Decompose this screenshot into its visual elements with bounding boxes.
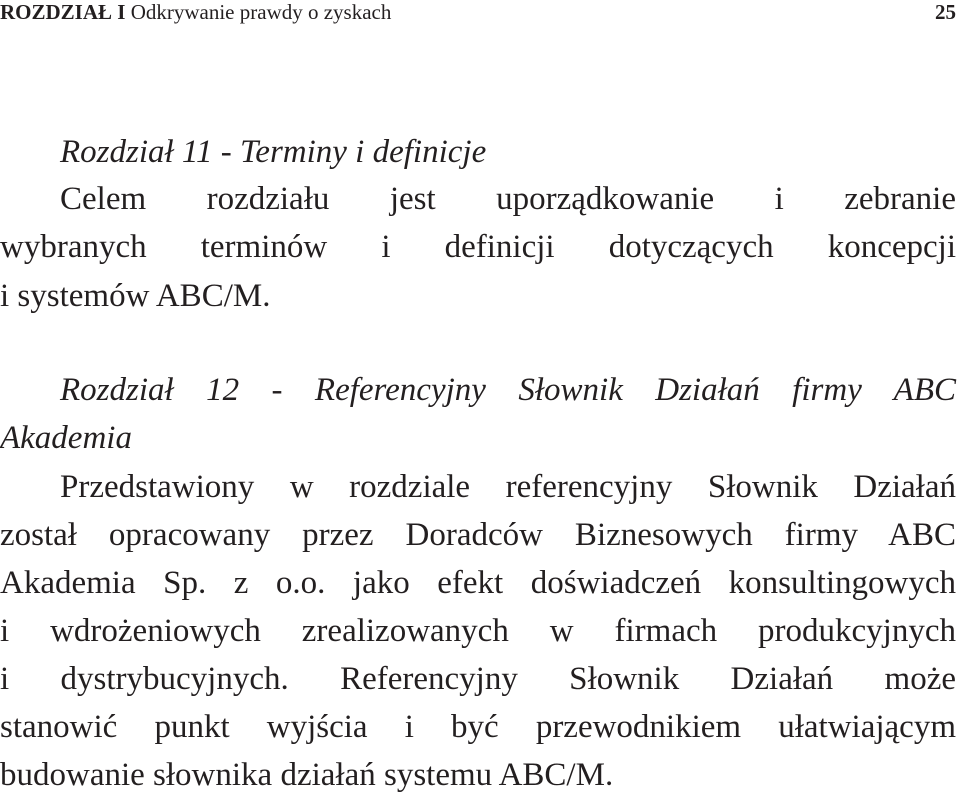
section-12-text-line: i dystrybucyjnych. Referencyjny Słownik Działań może	[0, 661, 956, 697]
section-11-text-line: i systemów ABC/M.	[0, 278, 271, 314]
chapter-title: Odkrywanie prawdy o zyskach	[130, 0, 392, 24]
section-11-text-line: Celem rozdziału jest uporządkowanie i zebranie	[60, 181, 956, 217]
section-12-heading: Akademia	[0, 420, 132, 456]
section-12-text-line: stanowić punkt wyjścia i być przewodnikiem ułatwiającym	[0, 709, 956, 745]
section-11-text-line: wybranych terminów i definicji dotyczących koncepcji	[0, 229, 956, 265]
section-12-text-line: został opracowany przez Doradców Biznesowych firmy ABC	[0, 517, 956, 553]
page-number: 25	[935, 0, 956, 24]
section-11-heading: Rozdział 11 - Terminy i definicje	[60, 134, 487, 170]
chapter-label: ROZDZIAŁ I	[0, 0, 126, 24]
running-header	[0, 0, 960, 26]
section-12-text-line: Akademia Sp. z o.o. jako efekt doświadczeń konsultingowych	[0, 565, 956, 601]
section-12-text-line: budowanie słownika działań systemu ABC/M.	[0, 757, 614, 793]
section-12-text-line: Przedstawiony w rozdziale referencyjny Słownik Działań	[60, 469, 956, 505]
section-12-text-line: i wdrożeniowych zrealizowanych w firmach produkcyjnych	[0, 613, 956, 649]
running-header-title	[0, 0, 391, 24]
section-12-heading: Rozdział 12 - Referencyjny Słownik Działań firmy ABC	[60, 372, 956, 408]
